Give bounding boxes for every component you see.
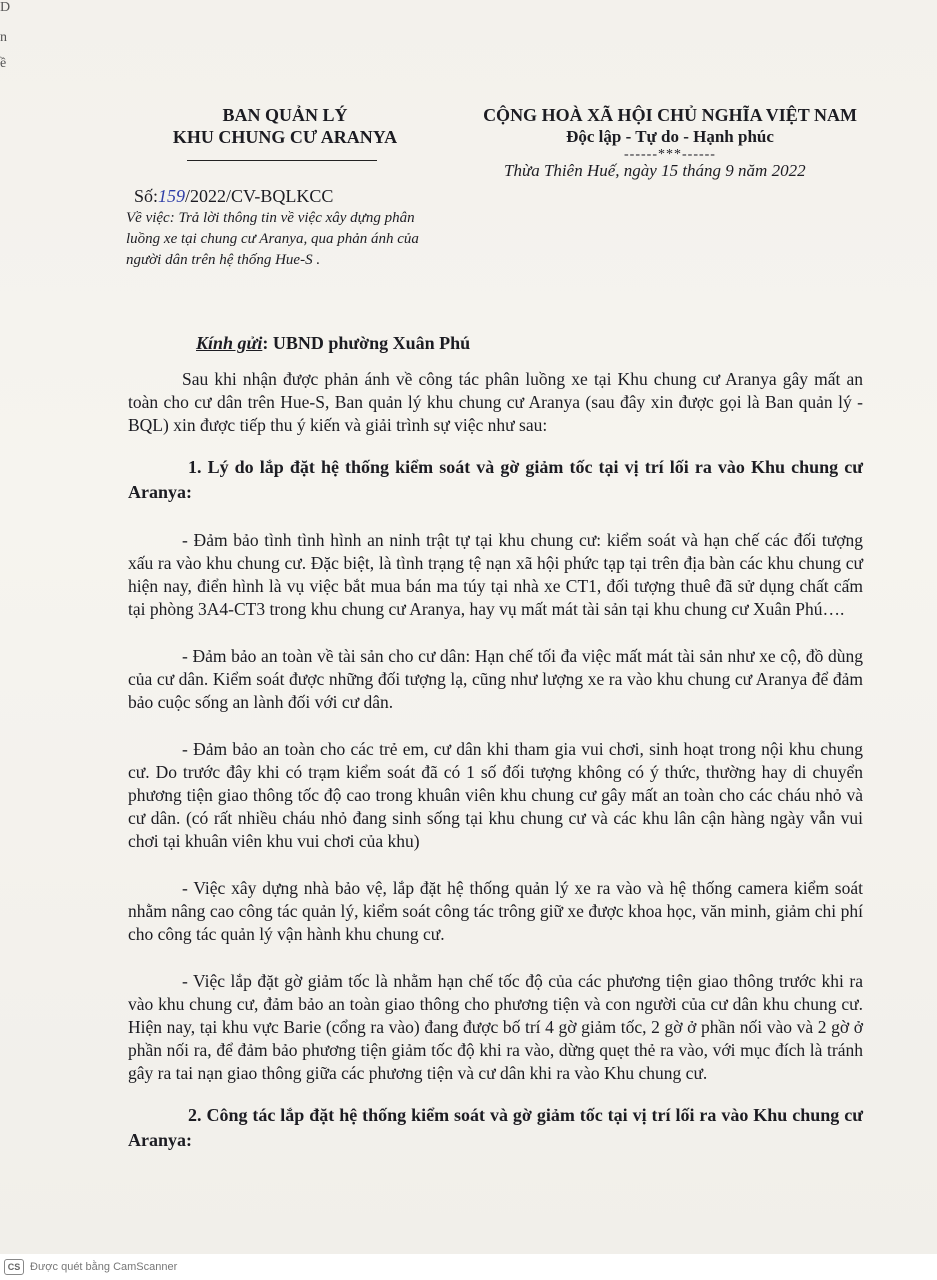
addressee <box>196 333 470 354</box>
national-title: CỘNG HOÀ XÃ HỘI CHỦ NGHĨA VIỆT NAM <box>483 105 857 125</box>
doc-number-prefix: Số: <box>134 186 159 206</box>
national-header <box>440 104 900 162</box>
addressee-recipient: : UBND phường Xuân Phú <box>262 333 471 353</box>
edge-mark: D <box>0 0 11 15</box>
addressee-label: Kính gửi <box>196 333 263 353</box>
section-1-heading: 1. Lý do lắp đặt hệ thống kiểm soát và gờ giảm tốc tại vị trí lối ra vào Khu chung cư Aranya: <box>128 457 863 502</box>
section-1-item: - Việc xây dựng nhà bảo vệ, lắp đặt hệ thống quản lý xe ra vào và hệ thống camera kiểm soát nhằm nâng cao công tác quản lý, kiểm soát công tác trông giữ xe được khoa học, văn minh, giảm chi phí cho công tác quản lý vận hành khu chung cư. <box>128 878 863 944</box>
scanner-footer <box>0 1254 937 1280</box>
section-1-item: - Đảm bảo an toàn cho các trẻ em, cư dân khi tham gia vui chơi, sinh hoạt trong nội khu chung cư. Do trước đây khi có trạm kiểm soát đã có 1 số đối tượng không có ý thức, thường hay di chuyển phương tiện giao thông tốc độ cao trong khuân viên khu chung cư gây mất an toàn cho các cháu nhỏ và cư dân. (có rất nhiều cháu nhỏ đang sinh sống tại khu chung cư và các khu lân cận hàng ngày vẫn vui chơi tại khuân viên khu vui chơi của khu) <box>128 739 863 851</box>
national-motto: Độc lập - Tự do - Hạnh phúc <box>566 127 774 146</box>
issuer-underline <box>187 160 377 161</box>
issuer-line-2: KHU CHUNG CƯ ARANYA <box>172 127 398 147</box>
intro-paragraph: Sau khi nhận được phản ánh về công tác phân luồng xe tại Khu chung cư Aranya gây mất an toàn cho cư dân trên Hue-S, Ban quản lý khu chung cư Aranya (sau đây xin được gọi là Ban quản lý - BQL) xin được tiếp thu ý kiến và giải trình sự việc như sau: <box>128 369 863 435</box>
doc-number-handwritten: 159 <box>158 186 186 206</box>
letter-body <box>128 368 863 1153</box>
edge-mark: n <box>0 30 7 45</box>
document-number <box>134 186 333 207</box>
section-1-item: - Việc lắp đặt gờ giảm tốc là nhằm hạn chế tốc độ của các phương tiện giao thông trước khi ra vào khu chung cư, đảm bảo an toàn giao thông cho phương tiện và con người của cư dân khu chung cư. Hiện nay, tại khu vực Barie (cổng ra vào) đang được bố trí 4 gờ giảm tốc, 2 gờ ở phần nối vào và 2 gờ ở phần nối ra, để đảm bảo phương tiện giảm tốc độ khi ra vào, dừng quẹt thẻ ra vào, với mục đích là tránh gây ra tai nạn giao thông giữa các phương tiện và cư dân khi ra vào Khu chung cư. <box>128 971 863 1083</box>
edge-marks <box>0 0 16 72</box>
date-line: Thừa Thiên Huế, ngày 15 tháng 9 năm 2022 <box>504 161 806 180</box>
national-stars: ------***------ <box>624 147 716 162</box>
doc-number-suffix: /2022/CV-BQLKCC <box>185 186 334 206</box>
issuer-block <box>140 104 430 148</box>
subject-line: Về việc: Trả lời thông tin về việc xây dựng phân luồng xe tại chung cư Aranya, qua phản ánh của người dân trên hệ thống Hue-S . <box>126 210 419 268</box>
section-1-item: - Đảm bảo an toàn về tài sản cho cư dân: Hạn chế tối đa việc mất mát tài sản như xe cộ, đồ dùng của cư dân. Kiểm soát được những đối tượng lạ, cũng như lượng xe ra vào khu chung cư Aranya để đảm bảo cuộc sống an lành đối với cư dân. <box>128 646 863 712</box>
scanner-footer-text: Được quét bằng CamScanner <box>30 1261 178 1273</box>
section-2-heading: 2. Công tác lắp đặt hệ thống kiểm soát và gờ giảm tốc tại vị trí lối ra vào Khu chung cư Aranya: <box>128 1105 863 1150</box>
issuer-line-1: BAN QUẢN LÝ <box>222 105 348 125</box>
section-1-item: - Đảm bảo tình tình hình an ninh trật tự tại khu chung cư: kiểm soát và hạn chế các đối tượng xấu ra vào khu chung cư. Đặc biệt, là tình trạng tệ nạn xã hội phức tạp tại trên địa bàn các khu chung cư hiện nay, điển hình là vụ việc bắt mua bán ma túy tại nhà xe CT1, đối tượng thuê đã sử dụng chất cấm tại phòng 3A4-CT3 trong khu chung cư Aranya, hay vụ mất mát tài sản tại khu chung cư Xuân Phú…. <box>128 530 863 619</box>
camscanner-logo-icon: CS <box>4 1259 24 1275</box>
edge-mark: ề <box>0 56 7 71</box>
